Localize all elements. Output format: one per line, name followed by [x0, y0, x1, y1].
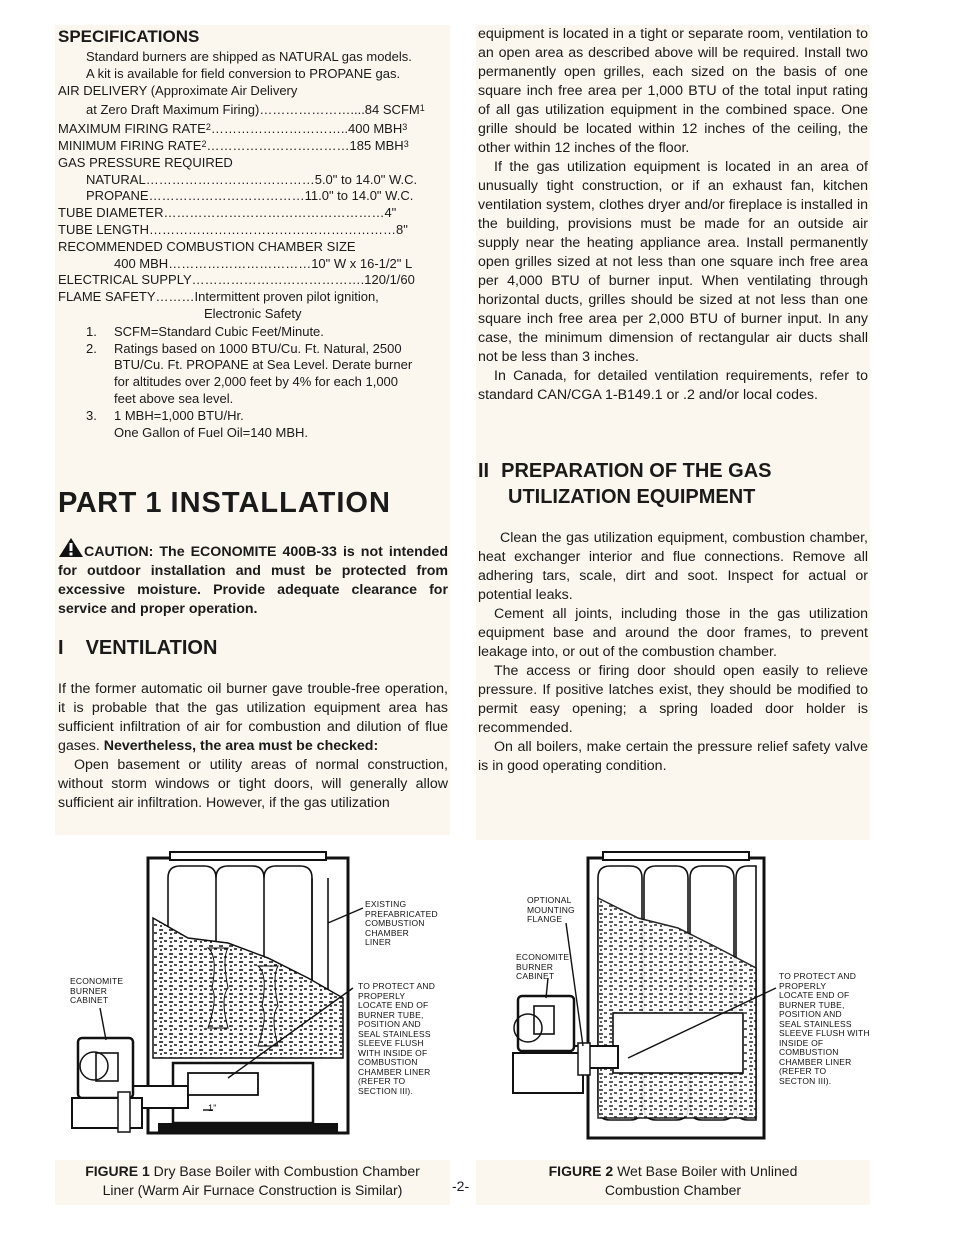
figure1-caption: FIGURE 1 Dry Base Boiler with Combustion Chamber Liner (Warm Air Furnace Construction is Similar)	[85, 1163, 420, 1198]
spec-electrical: ELECTRICAL SUPPLY………………………………….120/1/60	[58, 272, 415, 288]
figure-label-line: TO PROTECT AND	[779, 971, 857, 981]
figure-label-line: INSIDE OF	[779, 1037, 824, 1048]
figure-label-line: CHAMBER	[365, 927, 409, 938]
spec-max-firing: MAXIMUM FIRING RATE$^2$…………………………..400 MBH$^3$	[58, 121, 408, 137]
figure1-label-protect	[358, 982, 435, 1096]
spec-propane: PROPANE………………………………11.0" to 14.0" W.C.	[86, 188, 414, 204]
spec-note-number: 1.	[86, 323, 97, 339]
preparation-para4: On all boilers, make certain the pressure relief safety valve is in good operating condition.	[478, 739, 868, 774]
figure-label-line: LINER	[365, 937, 392, 947]
figure-label-line: COMBUSTION	[365, 918, 425, 928]
figure-label-line: COMBUSTION	[358, 1057, 418, 1067]
spec-air-delivery-value: at Zero Draft Maximum Firing)…………………....84 SCFM$^1$	[86, 102, 425, 118]
page-number: -2-	[452, 1178, 470, 1194]
figure-label-line: SLEEVE FLUSH WITH	[779, 1028, 870, 1038]
right-column-text	[478, 25, 868, 405]
spec-flame-safety-2: Electronic Safety	[204, 305, 302, 321]
spec-tube-length: TUBE LENGTH…………………………………………………8"	[58, 221, 408, 237]
spec-notes	[58, 324, 450, 442]
figure-label-line: SLEEVE FLUSH	[358, 1038, 424, 1048]
ventilation-heading: I VENTILATION	[58, 637, 218, 659]
figure2-label-cabinet	[516, 953, 569, 982]
preparation-body	[478, 529, 868, 776]
figure-label-line: BURNER	[516, 961, 554, 972]
figure-label-line: CABINET	[516, 971, 555, 981]
specifications-section	[58, 27, 450, 441]
spec-note-line: SCFM=Standard Cubic Feet/Minute.	[114, 323, 324, 339]
spec-chamber-value: 400 MBH……………………………10" W x 16-1/2" L	[114, 255, 413, 271]
figure-label-line: OPTIONAL	[527, 895, 572, 905]
spec-note-line: feet above sea level.	[114, 390, 234, 406]
figure-label-line: PROPERLY	[358, 990, 406, 1001]
figure-label-line: FLANGE	[527, 914, 563, 924]
spec-tube-diameter: TUBE DIAMETER……………………………………………4"	[58, 205, 397, 221]
ventilation-para4: If the gas utilization equipment is located in an area of unusually tight construction, or if an exhaust fan, kitchen ventilation system, clothes dryer and/or fireplace is installed in the building, provisions must be made for an outside air supply near the heating appliance area. Install permanently open grilles sized at not less than one square inch free area per 4,000 BTU of burner input. When ventilating through horizontal ducts, grilles should be sized at not less than one square inch free area per 2,000 BTU of burner input. In any case, the minimum dimension of rectangular air ducts shall not be less than 3 inches.	[478, 159, 868, 365]
figure-label-line: MOUNTING	[527, 904, 575, 915]
figure-label-line: SECTION III).	[358, 1085, 414, 1096]
figure-label-line: (REFER TO	[358, 1076, 406, 1086]
figure-label-line: POSITION AND	[358, 1019, 421, 1029]
ventilation-para1: If the former automatic oil burner gave trouble-free operation, it is probable that the gas utilization equipment area has sufficient infiltration of air for combustion and dilution of flue gases. Nevertheless, the area must be checked:	[58, 681, 448, 754]
spec-min-firing: MINIMUM FIRING RATE$^2$……………………………185 MBH$^3$	[58, 137, 409, 153]
figure-label-line: COMBUSTION	[779, 1047, 839, 1057]
figure-label-line: ECONOMITE	[516, 952, 570, 962]
ventilation-para2: Open basement or utility areas of normal construction, without storm windows or tight doors, will generally allow sufficient air infiltration. However, if the gas utilization	[58, 757, 448, 811]
spec-note-item	[58, 324, 450, 341]
figure-label-line: (REFER TO	[779, 1066, 827, 1076]
specifications-heading: SPECIFICATIONS	[58, 27, 200, 46]
figure-label-line: EXISTING	[365, 899, 407, 909]
preparation-para3: The access or firing door should open easily to relieve pressure. If positive latches exist, they should be modified to permit easy opening; a spring loaded door holder is recommended.	[478, 663, 868, 736]
figure1-label-existing	[365, 900, 438, 948]
preparation-heading: II PREPARATION OF THE GAS UTILIZATION EQUIPMENT	[478, 460, 772, 508]
figure-label-line: TO PROTECT AND	[358, 981, 436, 991]
figure-label-line: ECONOMITE	[70, 976, 124, 986]
spec-note-line: BTU/Cu. Ft. PROPANE at Sea Level. Derate burner	[114, 357, 413, 373]
ventilation-para3: equipment is located in a tight or separate room, ventilation to an open area as described above will be required. Install two permanently open grilles, each sized on the basis of one square inch free area per 1,000 BTU of the total input rating of all gas utilization equipment in the combined space. One grille should be located within 12 inches of the ceiling, the other within 12 inches of the floor.	[478, 26, 868, 156]
spec-flame-safety: FLAME SAFETY………Intermittent proven pilot ignition,	[58, 289, 379, 305]
spec-intro-line: Standard burners are shipped as NATURAL gas models.	[86, 49, 412, 64]
figure-label-line: BURNER TUBE,	[358, 1009, 424, 1020]
figure-label-line: SEAL STAINLESS	[358, 1028, 431, 1039]
figure-label-line: WITH INSIDE OF	[358, 1047, 428, 1058]
spec-note-number: 2.	[86, 340, 97, 356]
spec-chamber-size: RECOMMENDED COMBUSTION CHAMBER SIZE	[58, 238, 356, 254]
spec-note-line: One Gallon of Fuel Oil=140 MBH.	[114, 424, 309, 440]
spec-note-line: 1 MBH=1,000 BTU/Hr.	[114, 407, 244, 423]
figure-label-line: BURNER TUBE,	[779, 999, 845, 1010]
spec-air-delivery: AIR DELIVERY (Approximate Air Delivery	[58, 82, 298, 98]
figure-label-line: CHAMBER LINER	[358, 1066, 431, 1077]
spec-note-item	[58, 341, 450, 408]
part-title: PART 1 INSTALLATION	[58, 487, 391, 519]
figure-label-line: LOCATE END OF	[779, 990, 850, 1000]
caution-text: CAUTION: The ECONOMITE 400B-33 is not intended for outdoor installation and must be protected from excessive moisture. Provide adequate clearance for service and proper operation.	[58, 544, 448, 617]
warning-icon	[58, 537, 84, 558]
figure2-caption: FIGURE 2 Wet Base Boiler with Unlined Combustion Chamber	[548, 1163, 798, 1198]
figure-label-line: CHAMBER LINER	[779, 1056, 852, 1067]
spec-gas-pressure: GAS PRESSURE REQUIRED	[58, 154, 233, 170]
spec-intro-line: A kit is available for field conversion to PROPANE gas.	[86, 65, 401, 81]
spec-note-item	[58, 408, 450, 442]
figure2-label-flange	[527, 896, 575, 925]
figure-label-line: CABINET	[70, 995, 109, 1005]
ventilation-body	[58, 680, 448, 813]
figure2-label-protect	[779, 972, 870, 1086]
preparation-para2: Cement all joints, including those in the gas utilization equipment base and around the door frames, to prevent leakage into, or out of the combustion chamber.	[478, 606, 868, 660]
spec-note-line: Ratings based on 1000 BTU/Cu. Ft. Natural, 2500	[114, 340, 402, 356]
caution-block	[58, 537, 448, 619]
figure-label-line: POSITION AND	[779, 1009, 842, 1019]
figure-label-line: SEAL STAINLESS	[779, 1018, 852, 1029]
spec-natural: NATURAL…………………………………5.0" to 14.0" W.C.	[86, 171, 418, 187]
preparation-para1: Clean the gas utilization equipment, combustion chamber, heat exchanger interior and flue connections. Remove all adhering tars, scale, dirt and soot. Inspect for actual or potential leaks.	[478, 530, 868, 603]
figure-label-line: PREFABRICATED	[365, 908, 438, 919]
ventilation-para5: In Canada, for detailed ventilation requirements, refer to standard CAN/CGA 1-B149.1 or .2 and/or local codes.	[478, 368, 868, 403]
figure-label-line: BURNER	[70, 985, 108, 996]
figure-label-line: LOCATE END OF	[358, 1000, 429, 1010]
figure1-label-cabinet	[70, 977, 123, 1006]
figure1-dimension-label: 1"	[208, 1103, 217, 1113]
figure-label-line: PROPERLY	[779, 980, 827, 991]
spec-note-line: for altitudes over 2,000 feet by 4% for each 1,000	[114, 374, 399, 390]
figure-label-line: SECTON III).	[779, 1075, 832, 1086]
spec-note-number: 3.	[86, 407, 97, 423]
